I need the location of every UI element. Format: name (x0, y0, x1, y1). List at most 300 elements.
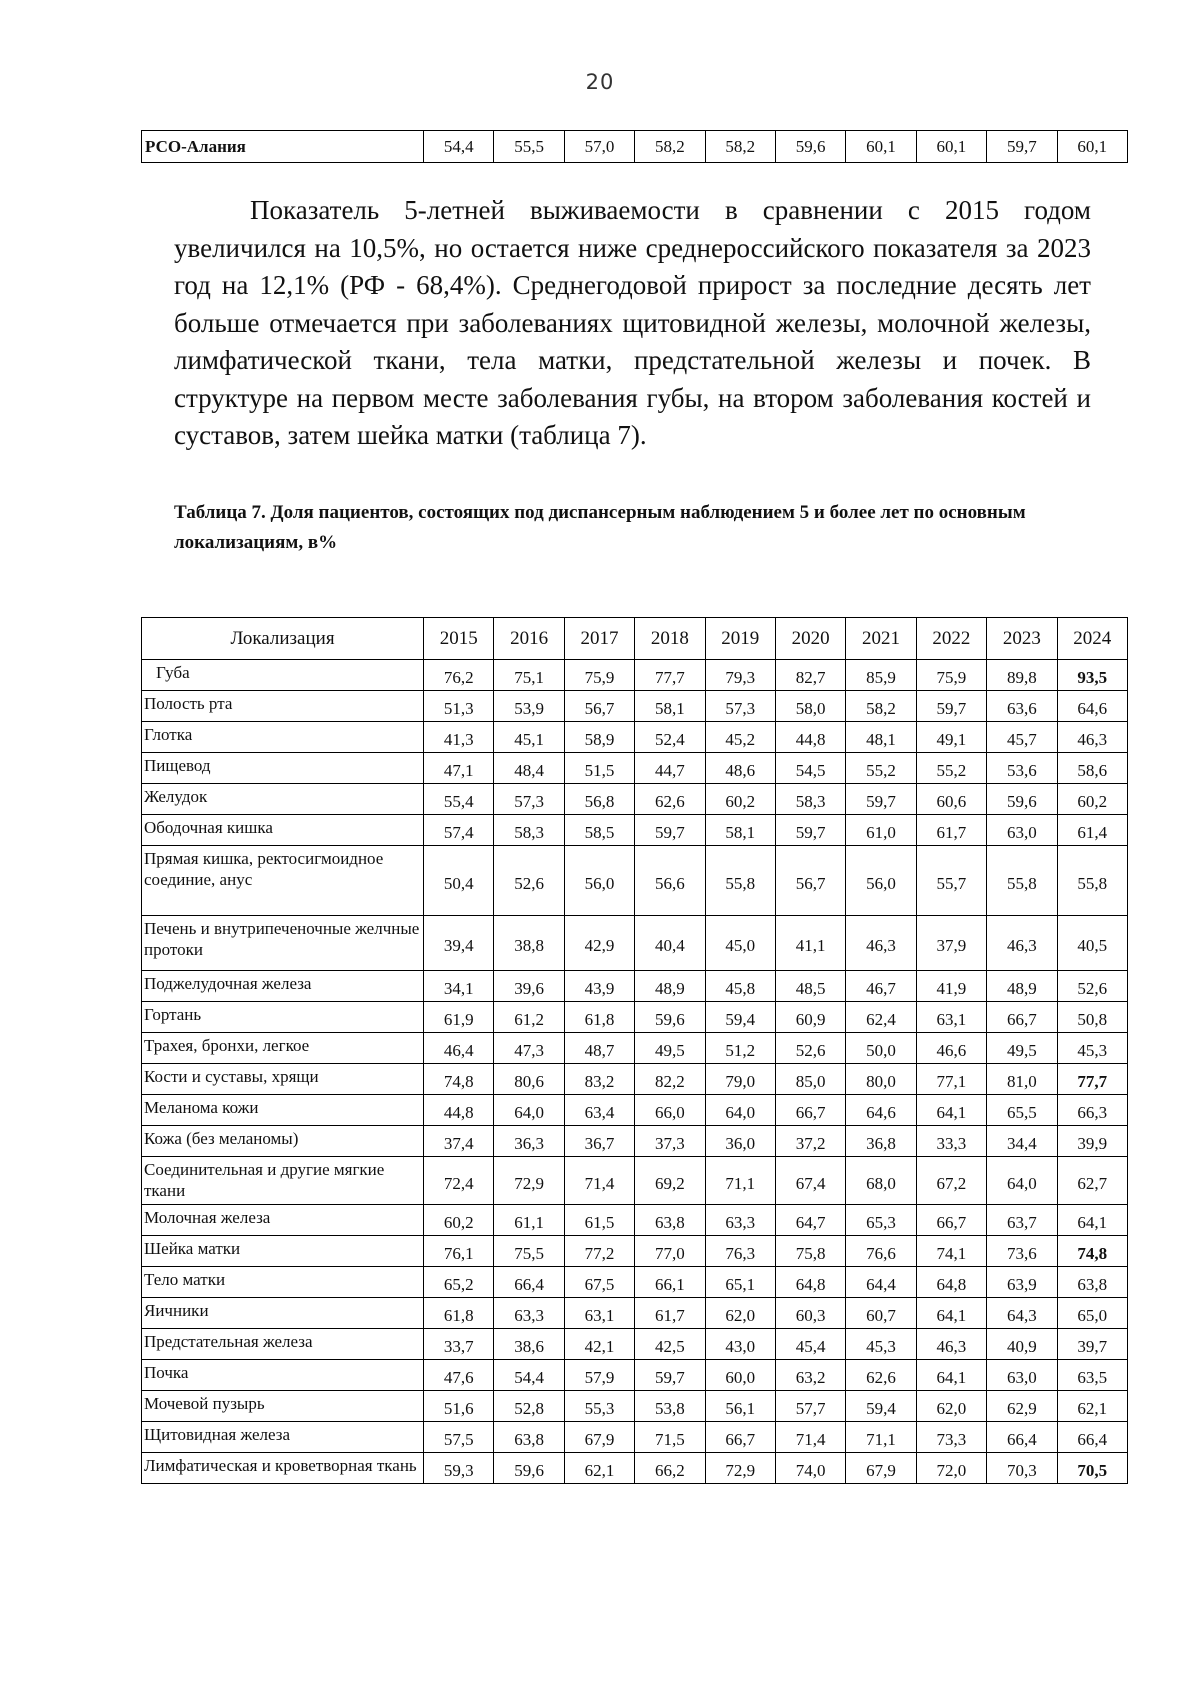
value-cell: 58,1 (635, 691, 705, 722)
value-cell: 46,3 (1057, 722, 1127, 753)
value-cell: 53,9 (494, 691, 564, 722)
value-cell: 67,9 (564, 1422, 634, 1453)
value-cell: 50,8 (1057, 1002, 1127, 1033)
value-cell: 53,8 (635, 1391, 705, 1422)
table-row (142, 784, 1128, 815)
value-cell: 77,7 (1057, 1064, 1127, 1095)
value-cell: 64,1 (916, 1095, 986, 1126)
value-cell: 48,9 (987, 971, 1057, 1002)
table-header-row (142, 618, 1128, 660)
value-cell: 58,3 (775, 784, 845, 815)
table-row (142, 1236, 1128, 1267)
value-cell: 77,1 (916, 1064, 986, 1095)
value-cell: 61,5 (564, 1205, 634, 1236)
value-cell: 45,3 (846, 1329, 916, 1360)
value-cell: 71,4 (775, 1422, 845, 1453)
value-cell: 82,7 (775, 660, 845, 691)
value-cell: 66,7 (705, 1422, 775, 1453)
table-row (142, 1126, 1128, 1157)
table-row (142, 846, 1128, 916)
value-cell: 46,3 (916, 1329, 986, 1360)
value-cell: 55,2 (846, 753, 916, 784)
value-cell: 33,7 (424, 1329, 494, 1360)
table-row (142, 1033, 1128, 1064)
value-cell: 71,4 (564, 1157, 634, 1205)
column-header-year: 2018 (635, 618, 705, 660)
value-cell: 62,0 (705, 1298, 775, 1329)
table-row (142, 971, 1128, 1002)
value-cell: 66,4 (1057, 1422, 1127, 1453)
value-cell: 51,3 (424, 691, 494, 722)
value-cell: 44,8 (424, 1095, 494, 1126)
value-cell: 80,6 (494, 1064, 564, 1095)
value-cell: 62,6 (846, 1360, 916, 1391)
value-cell: 59,6 (775, 131, 845, 163)
value-cell: 63,6 (987, 691, 1057, 722)
value-cell: 72,0 (916, 1453, 986, 1484)
value-cell: 52,6 (775, 1033, 845, 1064)
summary-table (141, 130, 1128, 163)
value-cell: 56,0 (846, 846, 916, 916)
value-cell: 60,7 (846, 1298, 916, 1329)
value-cell: 45,2 (705, 722, 775, 753)
localization-cell: Трахея, бронхи, легкое (142, 1033, 424, 1064)
localization-cell: Яичники (142, 1298, 424, 1329)
value-cell: 55,8 (705, 846, 775, 916)
value-cell: 61,8 (564, 1002, 634, 1033)
value-cell: 75,9 (916, 660, 986, 691)
value-cell: 59,3 (424, 1453, 494, 1484)
value-cell: 67,4 (775, 1157, 845, 1205)
value-cell: 66,1 (635, 1267, 705, 1298)
value-cell: 39,9 (1057, 1126, 1127, 1157)
value-cell: 54,5 (775, 753, 845, 784)
value-cell: 36,3 (494, 1126, 564, 1157)
value-cell: 44,8 (775, 722, 845, 753)
localization-cell: Печень и внутрипеченочные желчные протоки (142, 916, 424, 971)
value-cell: 40,9 (987, 1329, 1057, 1360)
table-row (142, 815, 1128, 846)
value-cell: 61,7 (916, 815, 986, 846)
value-cell: 64,0 (494, 1095, 564, 1126)
value-cell: 59,4 (846, 1391, 916, 1422)
value-cell: 55,5 (494, 131, 564, 163)
value-cell: 61,7 (635, 1298, 705, 1329)
value-cell: 60,1 (1057, 131, 1127, 163)
value-cell: 63,2 (775, 1360, 845, 1391)
value-cell: 76,2 (424, 660, 494, 691)
localization-cell: Прямая кишка, ректосигмоидное соединие, анус (142, 846, 424, 916)
table-row (142, 1002, 1128, 1033)
value-cell: 40,5 (1057, 916, 1127, 971)
column-header-year: 2023 (987, 618, 1057, 660)
value-cell: 79,0 (705, 1064, 775, 1095)
value-cell: 66,2 (635, 1453, 705, 1484)
value-cell: 57,4 (424, 815, 494, 846)
value-cell: 62,1 (564, 1453, 634, 1484)
value-cell: 63,5 (1057, 1360, 1127, 1391)
value-cell: 38,6 (494, 1329, 564, 1360)
value-cell: 62,1 (1057, 1391, 1127, 1422)
value-cell: 67,5 (564, 1267, 634, 1298)
localization-cell: Полость рта (142, 691, 424, 722)
value-cell: 50,4 (424, 846, 494, 916)
value-cell: 74,8 (424, 1064, 494, 1095)
value-cell: 61,9 (424, 1002, 494, 1033)
value-cell: 44,7 (635, 753, 705, 784)
value-cell: 64,8 (775, 1267, 845, 1298)
value-cell: 66,0 (635, 1095, 705, 1126)
value-cell: 63,0 (987, 1360, 1057, 1391)
value-cell: 65,2 (424, 1267, 494, 1298)
value-cell: 66,7 (916, 1205, 986, 1236)
value-cell: 58,2 (635, 131, 705, 163)
value-cell: 56,6 (635, 846, 705, 916)
value-cell: 48,6 (705, 753, 775, 784)
value-cell: 37,3 (635, 1126, 705, 1157)
value-cell: 57,9 (564, 1360, 634, 1391)
value-cell: 63,0 (987, 815, 1057, 846)
value-cell: 63,8 (635, 1205, 705, 1236)
table-row (142, 1205, 1128, 1236)
value-cell: 37,4 (424, 1126, 494, 1157)
value-cell: 59,7 (846, 784, 916, 815)
value-cell: 58,3 (494, 815, 564, 846)
value-cell: 63,3 (494, 1298, 564, 1329)
localization-cell: Щитовидная железа (142, 1422, 424, 1453)
localization-cell: Молочная железа (142, 1205, 424, 1236)
table-row (142, 1360, 1128, 1391)
value-cell: 39,7 (1057, 1329, 1127, 1360)
value-cell: 57,7 (775, 1391, 845, 1422)
value-cell: 66,4 (494, 1267, 564, 1298)
value-cell: 77,0 (635, 1236, 705, 1267)
value-cell: 47,6 (424, 1360, 494, 1391)
value-cell: 76,3 (705, 1236, 775, 1267)
table-row (142, 691, 1128, 722)
column-header-year: 2021 (846, 618, 916, 660)
value-cell: 49,1 (916, 722, 986, 753)
value-cell: 64,6 (1057, 691, 1127, 722)
column-header-year: 2020 (775, 618, 845, 660)
value-cell: 55,4 (424, 784, 494, 815)
value-cell: 52,6 (1057, 971, 1127, 1002)
value-cell: 42,1 (564, 1329, 634, 1360)
localization-table (141, 617, 1128, 1484)
value-cell: 59,7 (775, 815, 845, 846)
value-cell: 36,8 (846, 1126, 916, 1157)
value-cell: 75,8 (775, 1236, 845, 1267)
value-cell: 64,4 (846, 1267, 916, 1298)
value-cell: 43,0 (705, 1329, 775, 1360)
value-cell: 60,2 (424, 1205, 494, 1236)
table-row (142, 1267, 1128, 1298)
value-cell: 62,0 (916, 1391, 986, 1422)
value-cell: 57,0 (564, 131, 634, 163)
value-cell: 56,7 (564, 691, 634, 722)
value-cell: 45,8 (705, 971, 775, 1002)
value-cell: 81,0 (987, 1064, 1057, 1095)
value-cell: 82,2 (635, 1064, 705, 1095)
column-header-year: 2019 (705, 618, 775, 660)
value-cell: 72,9 (494, 1157, 564, 1205)
column-header-year: 2016 (494, 618, 564, 660)
table-row (142, 1298, 1128, 1329)
value-cell: 74,1 (916, 1236, 986, 1267)
value-cell: 45,1 (494, 722, 564, 753)
value-cell: 76,1 (424, 1236, 494, 1267)
value-cell: 45,7 (987, 722, 1057, 753)
value-cell: 63,4 (564, 1095, 634, 1126)
value-cell: 89,8 (987, 660, 1057, 691)
value-cell: 46,3 (846, 916, 916, 971)
value-cell: 61,4 (1057, 815, 1127, 846)
value-cell: 42,5 (635, 1329, 705, 1360)
value-cell: 62,4 (846, 1002, 916, 1033)
value-cell: 64,8 (916, 1267, 986, 1298)
column-header-year: 2022 (916, 618, 986, 660)
table-row (142, 660, 1128, 691)
value-cell: 65,3 (846, 1205, 916, 1236)
value-cell: 41,9 (916, 971, 986, 1002)
value-cell: 37,9 (916, 916, 986, 971)
body-paragraph: Показатель 5-летней выживаемости в сравнении с 2015 годом увеличился на 10,5%, но остается ниже среднероссийского показателя за 2023 год на 12,1% (РФ - 68,4%). Среднегодовой прирост за последние десять лет больше отмечается при заболеваниях щитовидной железы, молочной железы, лимфатической ткани, тела матки, предстательной железы и почек. В структуре на первом месте заболевания губы, на втором заболевания костей и суставов, затем шейка матки (таблица 7). (174, 195, 1091, 450)
value-cell: 62,6 (635, 784, 705, 815)
value-cell: 49,5 (987, 1033, 1057, 1064)
value-cell: 58,2 (705, 131, 775, 163)
value-cell: 48,5 (775, 971, 845, 1002)
value-cell: 51,6 (424, 1391, 494, 1422)
value-cell: 59,7 (635, 815, 705, 846)
value-cell: 45,3 (1057, 1033, 1127, 1064)
table-row (142, 1391, 1128, 1422)
value-cell: 75,5 (494, 1236, 564, 1267)
value-cell: 47,3 (494, 1033, 564, 1064)
value-cell: 65,1 (705, 1267, 775, 1298)
value-cell: 62,9 (987, 1391, 1057, 1422)
table-row (142, 916, 1128, 971)
value-cell: 77,2 (564, 1236, 634, 1267)
value-cell: 41,3 (424, 722, 494, 753)
value-cell: 83,2 (564, 1064, 634, 1095)
value-cell: 33,3 (916, 1126, 986, 1157)
value-cell: 71,1 (705, 1157, 775, 1205)
value-cell: 56,8 (564, 784, 634, 815)
value-cell: 57,3 (705, 691, 775, 722)
table-row (142, 1453, 1128, 1484)
localization-cell: Желудок (142, 784, 424, 815)
value-cell: 58,9 (564, 722, 634, 753)
localization-cell: Глотка (142, 722, 424, 753)
value-cell: 63,1 (916, 1002, 986, 1033)
value-cell: 63,7 (987, 1205, 1057, 1236)
value-cell: 39,6 (494, 971, 564, 1002)
value-cell: 61,8 (424, 1298, 494, 1329)
value-cell: 59,6 (987, 784, 1057, 815)
value-cell: 60,1 (916, 131, 986, 163)
value-cell: 93,5 (1057, 660, 1127, 691)
value-cell: 59,7 (987, 131, 1057, 163)
value-cell: 57,3 (494, 784, 564, 815)
value-cell: 49,5 (635, 1033, 705, 1064)
value-cell: 46,4 (424, 1033, 494, 1064)
value-cell: 55,8 (987, 846, 1057, 916)
localization-cell: Поджелудочная железа (142, 971, 424, 1002)
value-cell: 66,7 (987, 1002, 1057, 1033)
localization-cell: Почка (142, 1360, 424, 1391)
value-cell: 79,3 (705, 660, 775, 691)
localization-cell: Лимфатическая и кроветворная ткань (142, 1453, 424, 1484)
value-cell: 64,6 (846, 1095, 916, 1126)
value-cell: 73,3 (916, 1422, 986, 1453)
value-cell: 43,9 (564, 971, 634, 1002)
column-header-year: 2024 (1057, 618, 1127, 660)
localization-cell: Пищевод (142, 753, 424, 784)
value-cell: 64,1 (1057, 1205, 1127, 1236)
table-row (142, 1329, 1128, 1360)
value-cell: 75,1 (494, 660, 564, 691)
value-cell: 55,8 (1057, 846, 1127, 916)
value-cell: 59,4 (705, 1002, 775, 1033)
value-cell: 66,4 (987, 1422, 1057, 1453)
value-cell: 60,2 (705, 784, 775, 815)
value-cell: 80,0 (846, 1064, 916, 1095)
value-cell: 34,1 (424, 971, 494, 1002)
value-cell: 58,2 (846, 691, 916, 722)
value-cell: 60,0 (705, 1360, 775, 1391)
value-cell: 48,7 (564, 1033, 634, 1064)
value-cell: 53,6 (987, 753, 1057, 784)
value-cell: 60,3 (775, 1298, 845, 1329)
value-cell: 54,4 (424, 131, 494, 163)
value-cell: 51,5 (564, 753, 634, 784)
value-cell: 56,1 (705, 1391, 775, 1422)
value-cell: 66,3 (1057, 1095, 1127, 1126)
column-header-localization: Локализация (142, 618, 424, 660)
value-cell: 59,7 (916, 691, 986, 722)
value-cell: 46,3 (987, 916, 1057, 971)
localization-cell: Соединительная и другие мягкие ткани (142, 1157, 424, 1205)
localization-cell: Гортань (142, 1002, 424, 1033)
table-row (142, 1157, 1128, 1205)
value-cell: 74,8 (1057, 1236, 1127, 1267)
value-cell: 62,7 (1057, 1157, 1127, 1205)
value-cell: 58,5 (564, 815, 634, 846)
value-cell: 65,0 (1057, 1298, 1127, 1329)
value-cell: 68,0 (846, 1157, 916, 1205)
page-number: 20 (585, 70, 615, 94)
value-cell: 77,7 (635, 660, 705, 691)
table-row (142, 1095, 1128, 1126)
value-cell: 74,0 (775, 1453, 845, 1484)
value-cell: 64,0 (705, 1095, 775, 1126)
value-cell: 51,2 (705, 1033, 775, 1064)
value-cell: 37,2 (775, 1126, 845, 1157)
value-cell: 42,9 (564, 916, 634, 971)
value-cell: 60,6 (916, 784, 986, 815)
value-cell: 65,5 (987, 1095, 1057, 1126)
value-cell: 48,9 (635, 971, 705, 1002)
value-cell: 71,5 (635, 1422, 705, 1453)
column-header-year: 2017 (564, 618, 634, 660)
value-cell: 34,4 (987, 1126, 1057, 1157)
value-cell: 63,8 (1057, 1267, 1127, 1298)
value-cell: 63,1 (564, 1298, 634, 1329)
value-cell: 72,9 (705, 1453, 775, 1484)
localization-cell: Шейка матки (142, 1236, 424, 1267)
value-cell: 61,1 (494, 1205, 564, 1236)
value-cell: 67,2 (916, 1157, 986, 1205)
value-cell: 52,4 (635, 722, 705, 753)
table-row (142, 131, 1128, 163)
value-cell: 58,0 (775, 691, 845, 722)
value-cell: 39,4 (424, 916, 494, 971)
value-cell: 85,0 (775, 1064, 845, 1095)
localization-cell: Тело матки (142, 1267, 424, 1298)
value-cell: 70,5 (1057, 1453, 1127, 1484)
value-cell: 56,7 (775, 846, 845, 916)
value-cell: 46,7 (846, 971, 916, 1002)
value-cell: 48,1 (846, 722, 916, 753)
value-cell: 38,8 (494, 916, 564, 971)
table-caption: Таблица 7. Доля пациентов, состоящих под диспансерным наблюдением 5 и более лет по основным локализациям, в% (174, 502, 1026, 553)
table-row (142, 753, 1128, 784)
value-cell: 66,7 (775, 1095, 845, 1126)
value-cell: 64,1 (916, 1360, 986, 1391)
value-cell: 70,3 (987, 1453, 1057, 1484)
value-cell: 60,9 (775, 1002, 845, 1033)
value-cell: 47,1 (424, 753, 494, 784)
localization-cell: Ободочная кишка (142, 815, 424, 846)
value-cell: 71,1 (846, 1422, 916, 1453)
localization-cell: Мочевой пузырь (142, 1391, 424, 1422)
value-cell: 63,9 (987, 1267, 1057, 1298)
value-cell: 59,6 (494, 1453, 564, 1484)
region-cell: РСО-Алания (142, 131, 424, 163)
table-row (142, 1064, 1128, 1095)
value-cell: 61,0 (846, 815, 916, 846)
localization-cell: Кости и суставы, хрящи (142, 1064, 424, 1095)
value-cell: 57,5 (424, 1422, 494, 1453)
value-cell: 36,0 (705, 1126, 775, 1157)
table-row (142, 722, 1128, 753)
value-cell: 75,9 (564, 660, 634, 691)
value-cell: 59,6 (635, 1002, 705, 1033)
column-header-year: 2015 (424, 618, 494, 660)
value-cell: 60,1 (846, 131, 916, 163)
value-cell: 45,0 (705, 916, 775, 971)
value-cell: 36,7 (564, 1126, 634, 1157)
value-cell: 50,0 (846, 1033, 916, 1064)
value-cell: 64,3 (987, 1298, 1057, 1329)
value-cell: 55,3 (564, 1391, 634, 1422)
value-cell: 45,4 (775, 1329, 845, 1360)
value-cell: 69,2 (635, 1157, 705, 1205)
value-cell: 73,6 (987, 1236, 1057, 1267)
value-cell: 54,4 (494, 1360, 564, 1391)
value-cell: 41,1 (775, 916, 845, 971)
value-cell: 72,4 (424, 1157, 494, 1205)
value-cell: 55,2 (916, 753, 986, 784)
value-cell: 64,0 (987, 1157, 1057, 1205)
value-cell: 63,3 (705, 1205, 775, 1236)
value-cell: 85,9 (846, 660, 916, 691)
localization-cell: Меланома кожи (142, 1095, 424, 1126)
value-cell: 64,1 (916, 1298, 986, 1329)
value-cell: 59,7 (635, 1360, 705, 1391)
value-cell: 40,4 (635, 916, 705, 971)
value-cell: 58,1 (705, 815, 775, 846)
